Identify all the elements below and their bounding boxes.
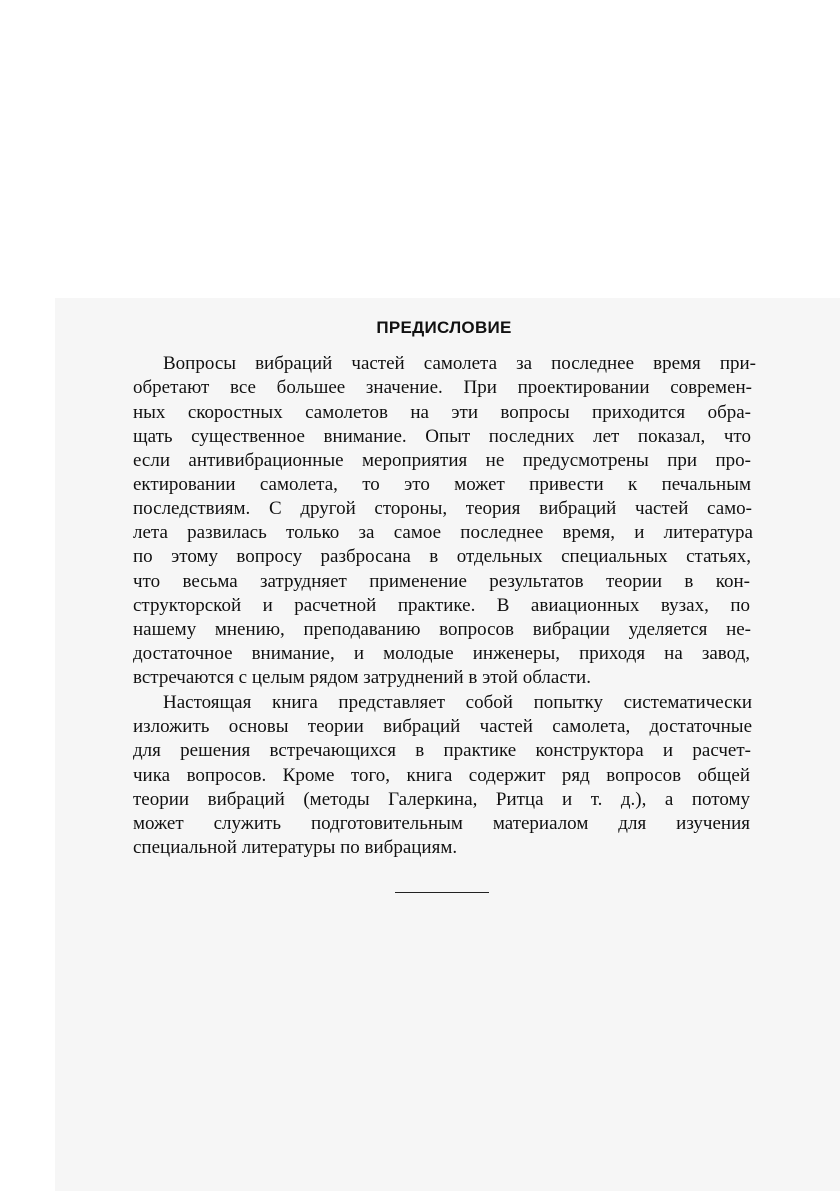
text-line: чика вопросов. Кроме того, книга содержит ряд вопросов общей [133,765,750,786]
text-line: изложить основы теории вибраций частей самолета, достаточные [133,716,752,737]
text-line: достаточное внимание, и молодые инженеры, приходя на завод, [133,643,750,664]
text-line: структорской и расчетной практике. В авиационных вузах, по [133,595,750,616]
text-line: что весьма затрудняет применение результатов теории в кон- [133,571,750,592]
text-line: специальной литературы по вибрациям. [133,837,458,858]
text-line: лета развилась только за самое последнее время, и литература [133,522,753,543]
text-line: Настоящая книга представляет собой попытку систематически [163,692,752,713]
text-line: теории вибраций (методы Галеркина, Ритца и т. д.), а потому [133,789,750,810]
text-line: нашему мнению, преподаванию вопросов вибрации уделяется не- [133,619,751,640]
text-line: ных скоростных самолетов на эти вопросы приходится обра- [133,402,751,423]
text-line: последствиям. С другой стороны, теория вибраций частей само- [133,498,752,519]
text-line: по этому вопросу разбросана в отдельных специальных статьях, [133,546,751,567]
text-line: обретают все большее значение. При проектировании современ- [133,377,752,398]
text-line: щать существенное внимание. Опыт последних лет показал, что [133,426,751,447]
text-line: если антивибрационные мероприятия не предусмотрены при про- [133,450,751,471]
text-line: Вопросы вибраций частей самолета за последнее время при- [163,353,756,374]
section-end-rule [395,892,489,893]
text-line: встречаются с целым рядом затруднений в этой области. [133,667,591,688]
text-line: ектировании самолета, то это может привести к печальным [133,474,751,495]
preface-heading: ПРЕДИСЛОВИЕ [376,318,512,337]
text-line: может служить подготовительным материалом для изучения [133,813,750,834]
text-line: для решения встречающихся в практике конструктора и расчет- [133,740,751,761]
